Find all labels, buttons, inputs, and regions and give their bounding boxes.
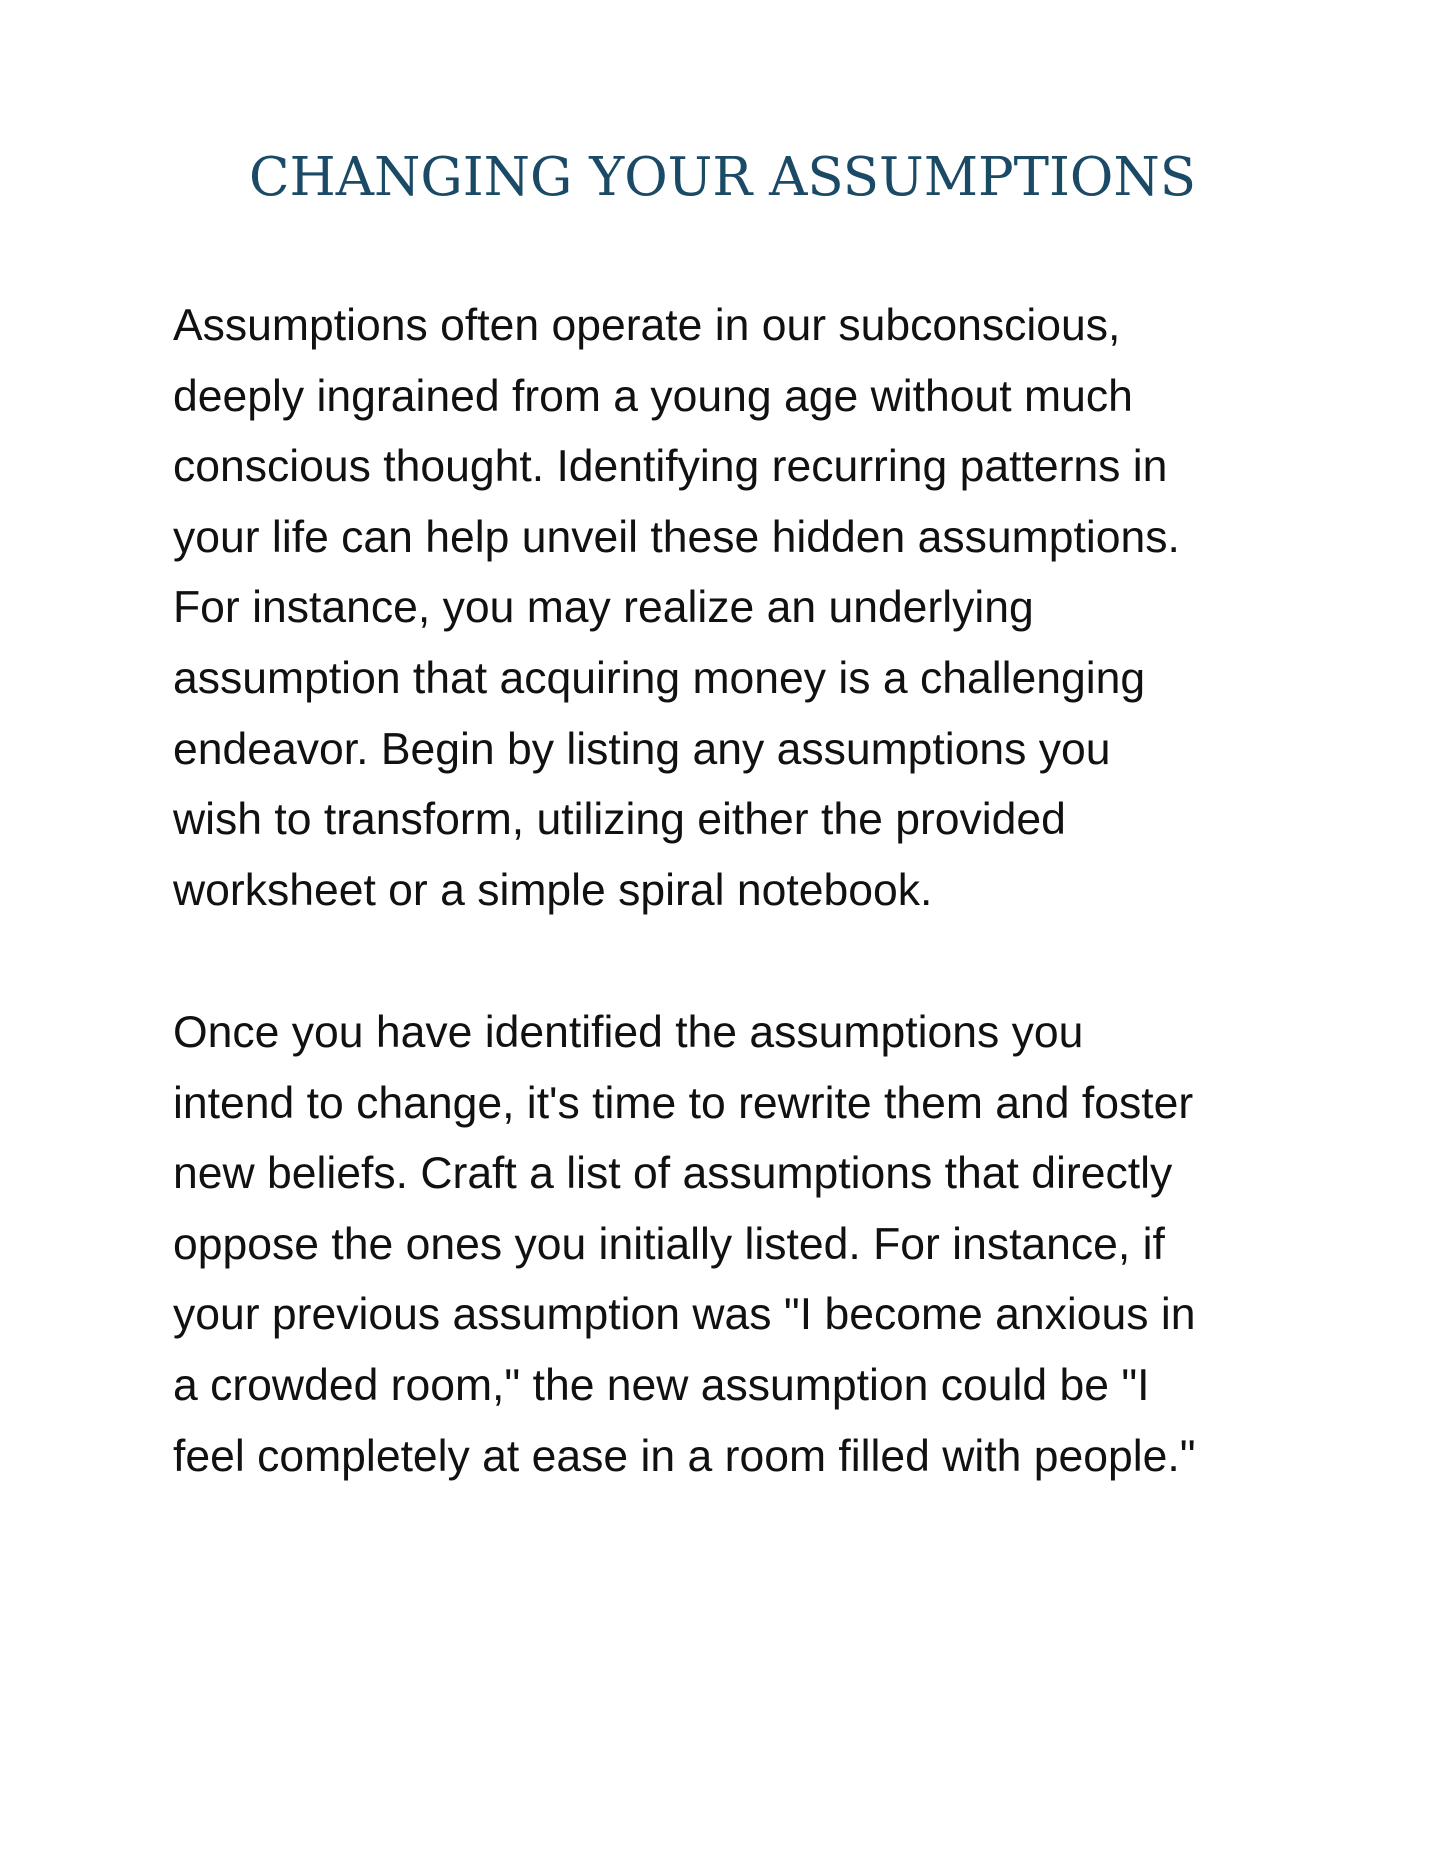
paragraph-line: a crowded room," the new assumption could be "I [173,1360,1150,1410]
paragraph-line: assumption that acquiring money is a challenging [173,653,1146,703]
paragraph-line: deeply ingrained from a young age without much [173,371,1133,421]
paragraph-line: endeavor. Begin by listing any assumptions you [173,724,1111,774]
paragraph-line: conscious thought. Identifying recurring patterns in [173,442,1168,492]
paragraph-line: wish to transform, utilizing either the provided [173,795,1066,845]
paragraph-line: feel completely at ease in a room filled with people." [173,1431,1196,1481]
paragraph-line: Once you have identified the assumptions you [173,1008,1084,1057]
paragraph-line: oppose the ones you initially listed. For instance, if [173,1219,1165,1269]
paragraph-1 [173,291,1293,926]
paragraph-line: your life can help unveil these hidden assumptions. [173,512,1180,562]
paragraph-2 [173,998,1293,1492]
paragraph-line: worksheet or a simple spiral notebook. [173,865,933,915]
paragraph-line: For instance, you may realize an underlying [173,583,1034,633]
paragraph-line: new beliefs. Craft a list of assumptions that directly [173,1149,1173,1199]
paragraph-line: your previous assumption was "I become anxious in [173,1290,1196,1340]
paragraph-line: Assumptions often operate in our subconscious, [173,301,1121,350]
page-title: CHANGING YOUR ASSUMPTIONS [248,147,1197,208]
paragraph-line: intend to change, it's time to rewrite them and foster [173,1078,1194,1128]
